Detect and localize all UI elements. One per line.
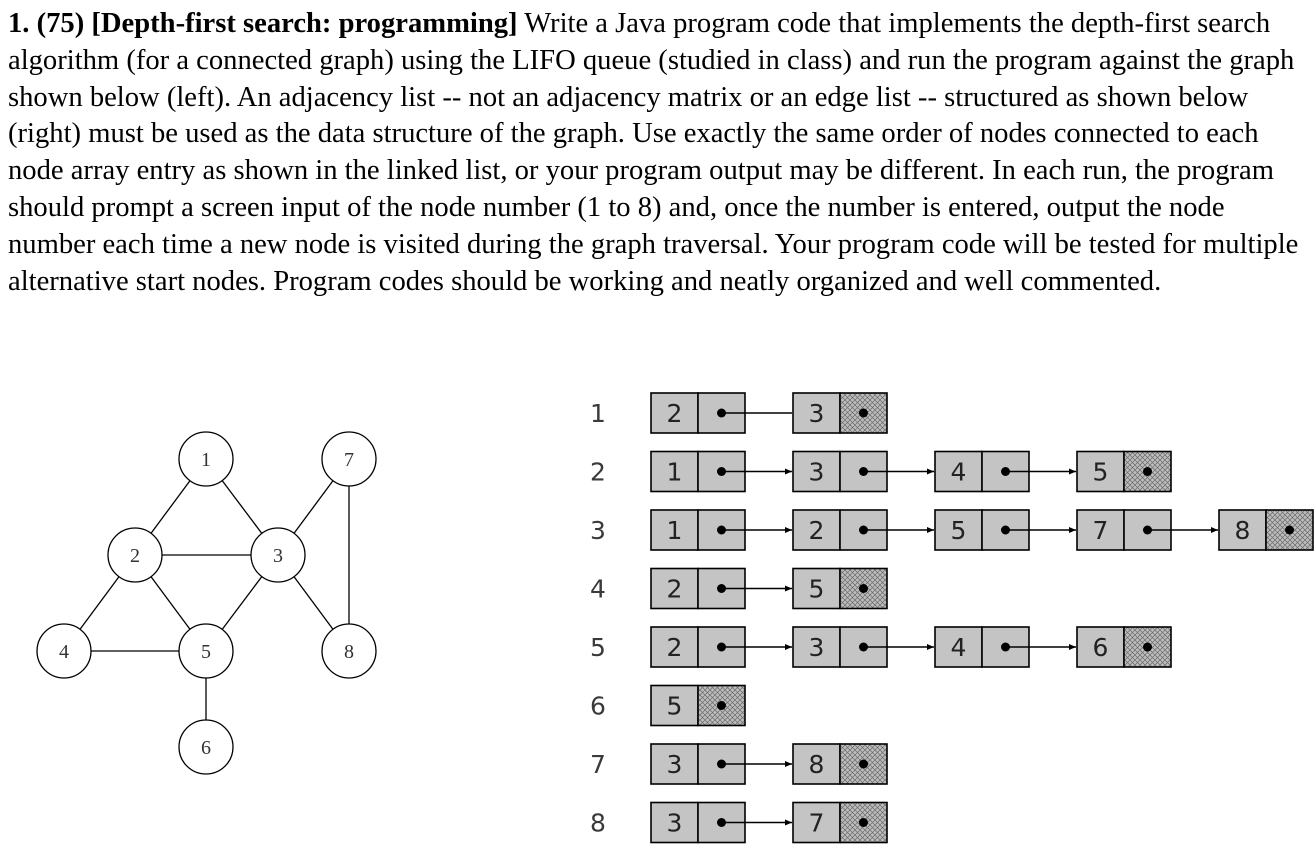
list-node-value: 2 (666, 633, 683, 662)
list-node-value: 1 (666, 516, 683, 545)
list-node-value: 2 (808, 516, 825, 545)
row-node-label: 3 (590, 516, 606, 545)
graph-edges (80, 481, 349, 720)
list-node (651, 686, 745, 726)
graph-edge-1-3 (222, 481, 262, 534)
pointer-dot (1285, 526, 1294, 535)
graph-node-6 (179, 720, 233, 774)
list-node (651, 803, 792, 843)
list-node (793, 510, 934, 550)
list-node-value: 5 (666, 691, 683, 721)
pointer-dot (859, 760, 868, 769)
list-node-value: 1 (666, 457, 683, 487)
graph-edge-2-5 (151, 577, 190, 630)
row-node-label: 4 (590, 574, 606, 604)
row-node-label: 1 (590, 399, 606, 428)
list-node-value: 5 (1092, 457, 1109, 487)
list-node (1077, 452, 1171, 492)
graph-edge-3-8 (294, 577, 333, 630)
list-node (793, 569, 887, 609)
graph-node-label: 2 (130, 545, 140, 567)
adjacency-list (590, 393, 1313, 843)
graph-edge-2-4 (80, 577, 119, 630)
list-node-value: 2 (666, 399, 683, 428)
list-node-value: 4 (950, 633, 967, 662)
list-node (651, 627, 792, 667)
list-node (1077, 510, 1218, 550)
row-node-label: 5 (590, 633, 606, 662)
graph-node-5 (179, 624, 233, 678)
graph-node-8 (322, 624, 376, 678)
pointer-dot (1143, 467, 1152, 476)
list-node-value: 3 (808, 633, 825, 662)
row-node-label: 8 (590, 808, 606, 838)
adjacency-row-5 (590, 627, 1171, 667)
graph-node-7 (322, 432, 376, 486)
graph-node-3 (251, 528, 305, 582)
graph-node-2 (108, 528, 162, 582)
graph-node-label: 7 (344, 449, 354, 471)
list-node-value: 5 (950, 516, 967, 545)
graph-node-1 (179, 432, 233, 486)
list-node-value: 6 (1092, 633, 1109, 662)
adjacency-row-2 (590, 452, 1171, 492)
question-lead: 1. (75) [Depth-first search: programming] (8, 8, 518, 39)
adjacency-row-6 (590, 686, 745, 726)
list-node-value: 4 (950, 457, 967, 487)
list-node-value: 7 (808, 808, 825, 838)
list-node-value: 8 (808, 750, 825, 779)
pointer-dot (717, 701, 726, 710)
graph-edge-1-2 (151, 481, 190, 534)
list-node (793, 803, 887, 843)
list-node-value: 3 (666, 808, 683, 838)
list-node (1077, 627, 1171, 667)
list-node-value: 5 (808, 574, 825, 604)
graph-node-label: 1 (201, 449, 211, 471)
graph-node-label: 8 (344, 641, 354, 663)
list-node (935, 627, 1076, 667)
adjacency-row-3 (590, 510, 1313, 550)
list-node (793, 627, 934, 667)
list-node-value: 3 (666, 750, 683, 779)
list-node-value: 7 (1092, 516, 1109, 545)
graph-node-4 (37, 624, 91, 678)
pointer-dot (859, 818, 868, 827)
graph-node-label: 6 (201, 737, 211, 759)
adjacency-row-8 (590, 803, 887, 843)
list-node (935, 452, 1076, 492)
adjacency-row-7 (590, 744, 887, 784)
list-node (1219, 510, 1313, 550)
pointer-dot (859, 409, 868, 418)
list-node (651, 510, 792, 550)
list-node (793, 393, 887, 433)
adjacency-row-1 (590, 393, 887, 433)
graph-node-label: 4 (59, 641, 69, 663)
row-node-label: 6 (590, 691, 606, 721)
list-node (651, 393, 792, 433)
pointer-dot (859, 584, 868, 593)
list-node (651, 452, 792, 492)
list-node (793, 744, 887, 784)
graph-node-label: 3 (273, 545, 283, 567)
list-node-value: 2 (666, 574, 683, 604)
adjacency-row-4 (590, 569, 887, 609)
undirected-graph (37, 432, 376, 774)
row-node-label: 7 (590, 750, 606, 779)
graph-edge-3-5 (222, 577, 262, 630)
row-node-label: 2 (590, 457, 606, 487)
list-node (935, 510, 1076, 550)
graph-node-label: 5 (201, 641, 211, 663)
list-node (651, 569, 792, 609)
graph-nodes (37, 432, 376, 774)
list-node-value: 8 (1234, 516, 1251, 545)
list-node (793, 452, 934, 492)
list-node-value: 3 (808, 457, 825, 487)
list-node-value: 3 (808, 399, 825, 428)
list-node (651, 744, 792, 784)
question-body: Write a Java program code that implements the depth-first search algorithm (for a connected graph) using the LIFO queue (studied in class) and run the program against the graph shown below (left). An adjacency list -- not an adjacency matrix or an edge list -- structured as shown below (right) must be used as the data structure of the graph. Use exactly the same order of nodes connected to each node array entry as shown in the linked list, or your program output may be different. In each run, the program should prompt a screen input of the node number (1 to 8) and, once the number is entered, output the node number each time a new node is visited during the graph traversal. Your program code will be tested for multiple alternative start nodes. Program codes should be working and neatly organized and well commented. (8, 8, 1299, 297)
pointer-dot (1143, 643, 1152, 652)
graph-edge-3-7 (294, 481, 333, 534)
